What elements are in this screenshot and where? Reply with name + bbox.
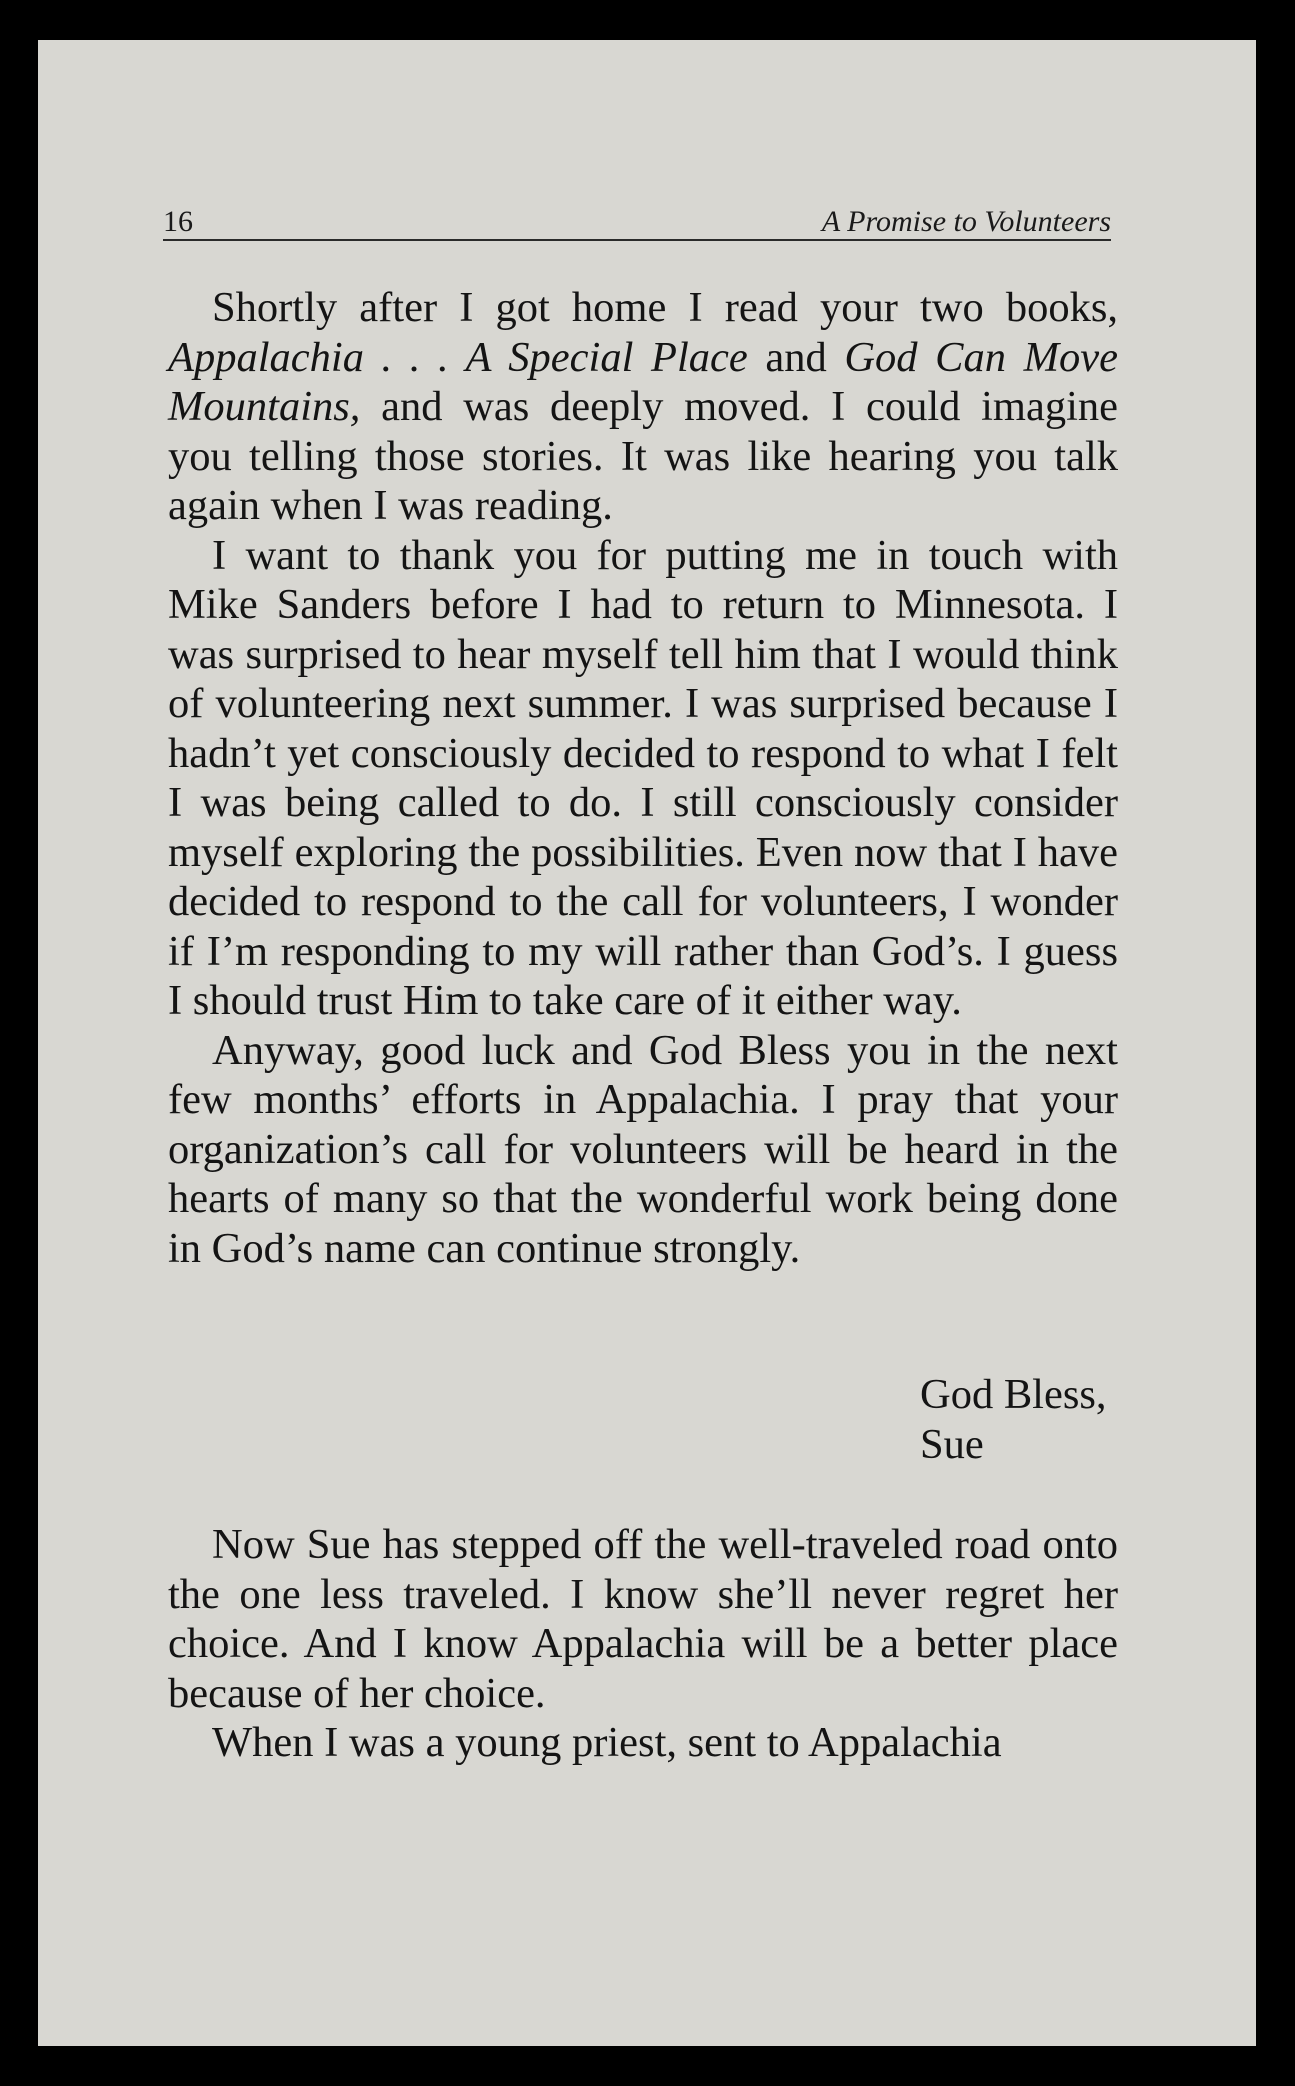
- letter-closing: [920, 1370, 1107, 1469]
- page-number: 16: [163, 205, 193, 238]
- book-title-appalachia: Appalachia . . . A Special Place: [168, 333, 748, 381]
- page-header: [163, 197, 1111, 241]
- closing-signature: Sue: [920, 1420, 984, 1468]
- letter-paragraph-3: [168, 1026, 1118, 1274]
- narrative-paragraph-2: When I was a young priest, sent to Appalachia: [212, 1719, 1002, 1766]
- book-title-god-can-move-mountains: God Can Move Mountains,: [168, 333, 1118, 430]
- letter-paragraph-2: [168, 531, 1118, 1026]
- narrative-body: [168, 1520, 1118, 1768]
- letter-paragraph-1: [168, 283, 1118, 531]
- text-segment: Shortly after I got home I read your two books,: [212, 284, 1118, 331]
- text-segment: and: [747, 333, 845, 381]
- narrative-paragraph-1: Now Sue has stepped off the well-traveled road onto the one less traveled. I know she’ll never regret her choice. And I know Appalachia will be a better place because of her choice.: [168, 1521, 1118, 1717]
- closing-salutation: God Bless,: [920, 1371, 1107, 1418]
- text-segment: Anyway, good luck and God Bless you in the next few months’ efforts in Appalachia. I pray that your organization’s call for volunteers will be heard in the hearts of many so that the wonderful work being done in God’s name can continue strongly.: [168, 1026, 1118, 1272]
- text-segment: and was deeply moved. I could imagine you telling those stories. It was like hearing you talk again when I was reading.: [168, 383, 1118, 529]
- letter-body: [168, 283, 1118, 1273]
- running-title: A Promise to Volunteers: [821, 205, 1111, 238]
- text-segment: I want to thank you for putting me in touch with Mike Sanders before I had to return to Minnesota. I was surprised to hear myself tell him that I would think of volunteering next summer. I was surprised because I hadn’t yet consciously decided to respond to what I felt I was being called to do. I still consciously consider myself exploring the possibilities. Even now that I have decided to respond to the call for volunteers, I wonder if I’m responding to my will rather than God’s. I guess I should trust Him to take care of it either way.: [168, 531, 1118, 1024]
